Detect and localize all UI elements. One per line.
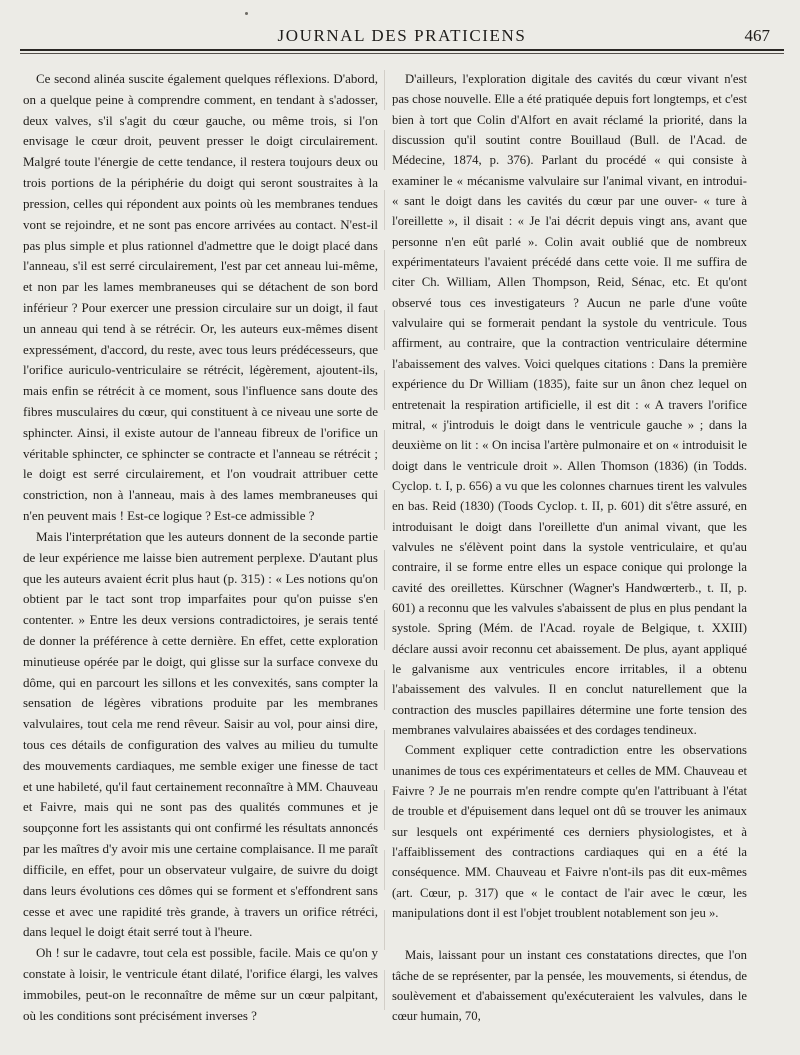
- header-rule-thin: [20, 53, 784, 54]
- journal-title: JOURNAL DES PRATICIENS: [277, 26, 527, 45]
- paragraph: Comment expliquer cette contradiction entre les observations unanimes de tous ces expérimentateurs et celles de MM. Chauveau et Faivre ? Je ne pourrais m'en rendre compte qu'en l'attribuant à l'état de trouble et d'épuisement dans lequel ont dû se trouver les animaux sur lesquels ont expérimenté ces derniers physiologistes, et à l'affaiblissement des contractions cardiaques qui en a été la conséquence. MM. Chauveau et Faivre n'ont-ils pas dit eux-mêmes (art. Cœur, p. 317) que « le contact de l'air avec le cœur, les manipulations dont il est l'objet troublent notablement son jeu ».: [392, 743, 747, 921]
- left-column: [23, 69, 378, 1026]
- paragraph: Ce second alinéa suscite également quelques réflexions. D'abord, on a quelque peine à comprendre comment, en tendant à s'adosser, deux valves, s'il s'agit du cœur gauche, ou même trois, si l'on envisage le cœur droit, peuvent presser le doigt circulairement. Malgré toute l'énergie de cette tendance, il restera toujours deux ou trois portions de la périphérie du doigt qui seront soustraites à la pression, celles qui répondent aux points où les membranes tendues vont se rejoindre, et ne sont pas encore arrivées au contact. N'est-il pas plus simple et plus rationnel d'admettre que le doigt placé dans l'anneau, s'il est serré circulairement, l'est par cet anneau lui-même, et non par les lames membraneuses qui se détachent de son bord inférieur ? Pour exercer une pression circulaire sur un doigt, il faut un anneau qui tend à se rétrécir. Or, les auteurs eux-mêmes disent expressément, d'accord, du reste, avec tous leurs prédécesseurs, que l'orifice auriculo-ventriculaire se rétrécit, légèrement, ajoutent-ils, mais enfin se rétrécit à ce moment, sous l'influence sans doute des fibres musculaires du cœur, qui constituent à ce niveau une sorte de sphincter. Ainsi, il existe autour de l'anneau fibreux de l'orifice un véritable sphincter, ce sphincter se contracte et l'anneau se rétrécit ; le doigt est serré circulairement, et l'on voudrait attribuer cette constriction, non à l'anneau, mais à des lames membraneuses qui n'en peuvent mais ! Est-ce logique ? Est-ce admissible ?: [23, 71, 378, 524]
- column-divider: [384, 70, 385, 1025]
- header-rule-thick: [20, 49, 784, 51]
- paragraph: Oh ! sur le cadavre, tout cela est possible, facile. Mais ce qu'on y constate à loisir, le ventricule étant dilaté, l'orifice élargi, les valves immobiles, peut-on le reconnaître de même sur un cœur palpitant, où les conditions sont précisément inverses ?: [23, 945, 378, 1023]
- paragraph: Mais, laissant pour un instant ces constatations directes, que l'on tâche de se représenter, par la pensée, les mouvements, si étendus, de soulèvement et d'abaissement qu'exécuteraient les valvules, dans le cœur humain, 70,: [392, 948, 747, 1024]
- right-column: [392, 69, 747, 1027]
- running-header: [20, 26, 784, 48]
- page-number: 467: [744, 26, 770, 45]
- paragraph: Mais l'interprétation que les auteurs donnent de la seconde partie de leur expérience me laisse bien autrement perplexe. D'autant plus que les auteurs avaient écrit plus haut (p. 315) : « Les notions qu'on obtient par le tact sont trop imparfaites pour qu'on puisse s'en contenter. » Entre les deux versions contradictoires, je serais tenté de donner la préférence à cette dernière. En effet, cette exploration minutieuse opérée par le doigt, qui glisse sur la surface convexe du dôme, qui en parcourt les sillons et les convexités, sans compter la sensation de légères vibrations produite par les membranes valvulaires, tout cela me rend rêveur. Saisir au vol, pour ainsi dire, tous ces détails de configuration des valves au milieu du tumulte des mouvements cardiaques, me semble exiger une finesse de tact et une habileté, qu'il faut certainement reconnaître à MM. Chauveau et Faivre, mais qui ne sont pas des qualités communes et je soupçonne fort les assistants qui ont confirmé les résultats annoncés par les maîtres d'y avoir mis une certaine complaisance. Il me paraît difficile, en effet, pour un observateur vulgaire, de suivre du doigt dans leurs évolutions ces dômes qui se forment et s'effondrent sans cesse et avec une rapidité très grande, à travers un orifice rétréci, dans lequel le doigt était serré tout à l'heure.: [23, 528, 378, 940]
- print-speck: [245, 12, 248, 15]
- paragraph: D'ailleurs, l'exploration digitale des cavités du cœur vivant n'est pas chose nouvelle. Elle a été pratiquée depuis fort longtemps, et c'est bien à tort que Colin d'Alfort en avait réclamé la priorité, dans la discussion qu'il soutint contre Bouillaud (Bull. de l'Acad. de Médecine, 1874, p. 376). Parlant du procédé « qui consiste à examiner le « mécanisme valvulaire sur l'animal vivant, en introdui- « sant le doigt dans les cavités du cœur par une ouver- « ture à l'oreillette », il disait : « Je l'ai décrit depuis vingt ans, avant que personne n'en eût parlé ». Colin avait oublié que de nombreux expérimentateurs l'avaient précédé dans cette voie. Il me suffira de citer Ch. William, Allen Thompson, Reid, Sénac, etc. Et qu'ont observé tous ces investigateurs ? Aucun ne parle d'une voûte valvulaire qui se formerait pendant la systole du ventricule. Tous affirment, au contraire, que la contraction ventriculaire détermine l'abaissement des valves. Voici quelques citations : Dans la première expérience du Dr William (1835), faite sur un ânon chez lequel on entretenait la respiration artificielle, il est dit : « A travers l'orifice mitral, « j'introduis le doigt dans le ventricule gauche » ; dans la deuxième on lit : « On incisa l'artère pulmonaire et on « introduisit le doigt dans le ventricule droit ». Allen Thomson (1836) (in Todds. Cyclop. t. I, p. 656) a vu que les colonnes charnues tirent les valvules en bas. Reid (1830) (Toods Cyclop. t. II, p. 601) dit s'être assuré, en introduisant le doigt dans l'oreillette d'un animal vivant, que les valvules ne s'élèvent point dans la systole ventriculaire, et qu'au contraire, il se forme entre elles un espace conique qui prolonge la cavité des oreillettes. Kürschner (Wagner's Handwœrterb., t. II, p. 601) a reconnu que les valvules s'abaissent de plus en plus pendant la systole. Spring (Mém. de l'Acad. royale de Belgique, t. XXIII) déclare aussi avoir reconnu cet abaissement. De plus, ayant appliqué le galvanisme aux ventricules encore irritables, il a obtenu l'abaissement des valvules. Il en conclut naturellement que la contraction des muscles papillaires détermine une forte tension des membranes valvulaires abaissées et des cordages tendineux.: [392, 72, 747, 737]
